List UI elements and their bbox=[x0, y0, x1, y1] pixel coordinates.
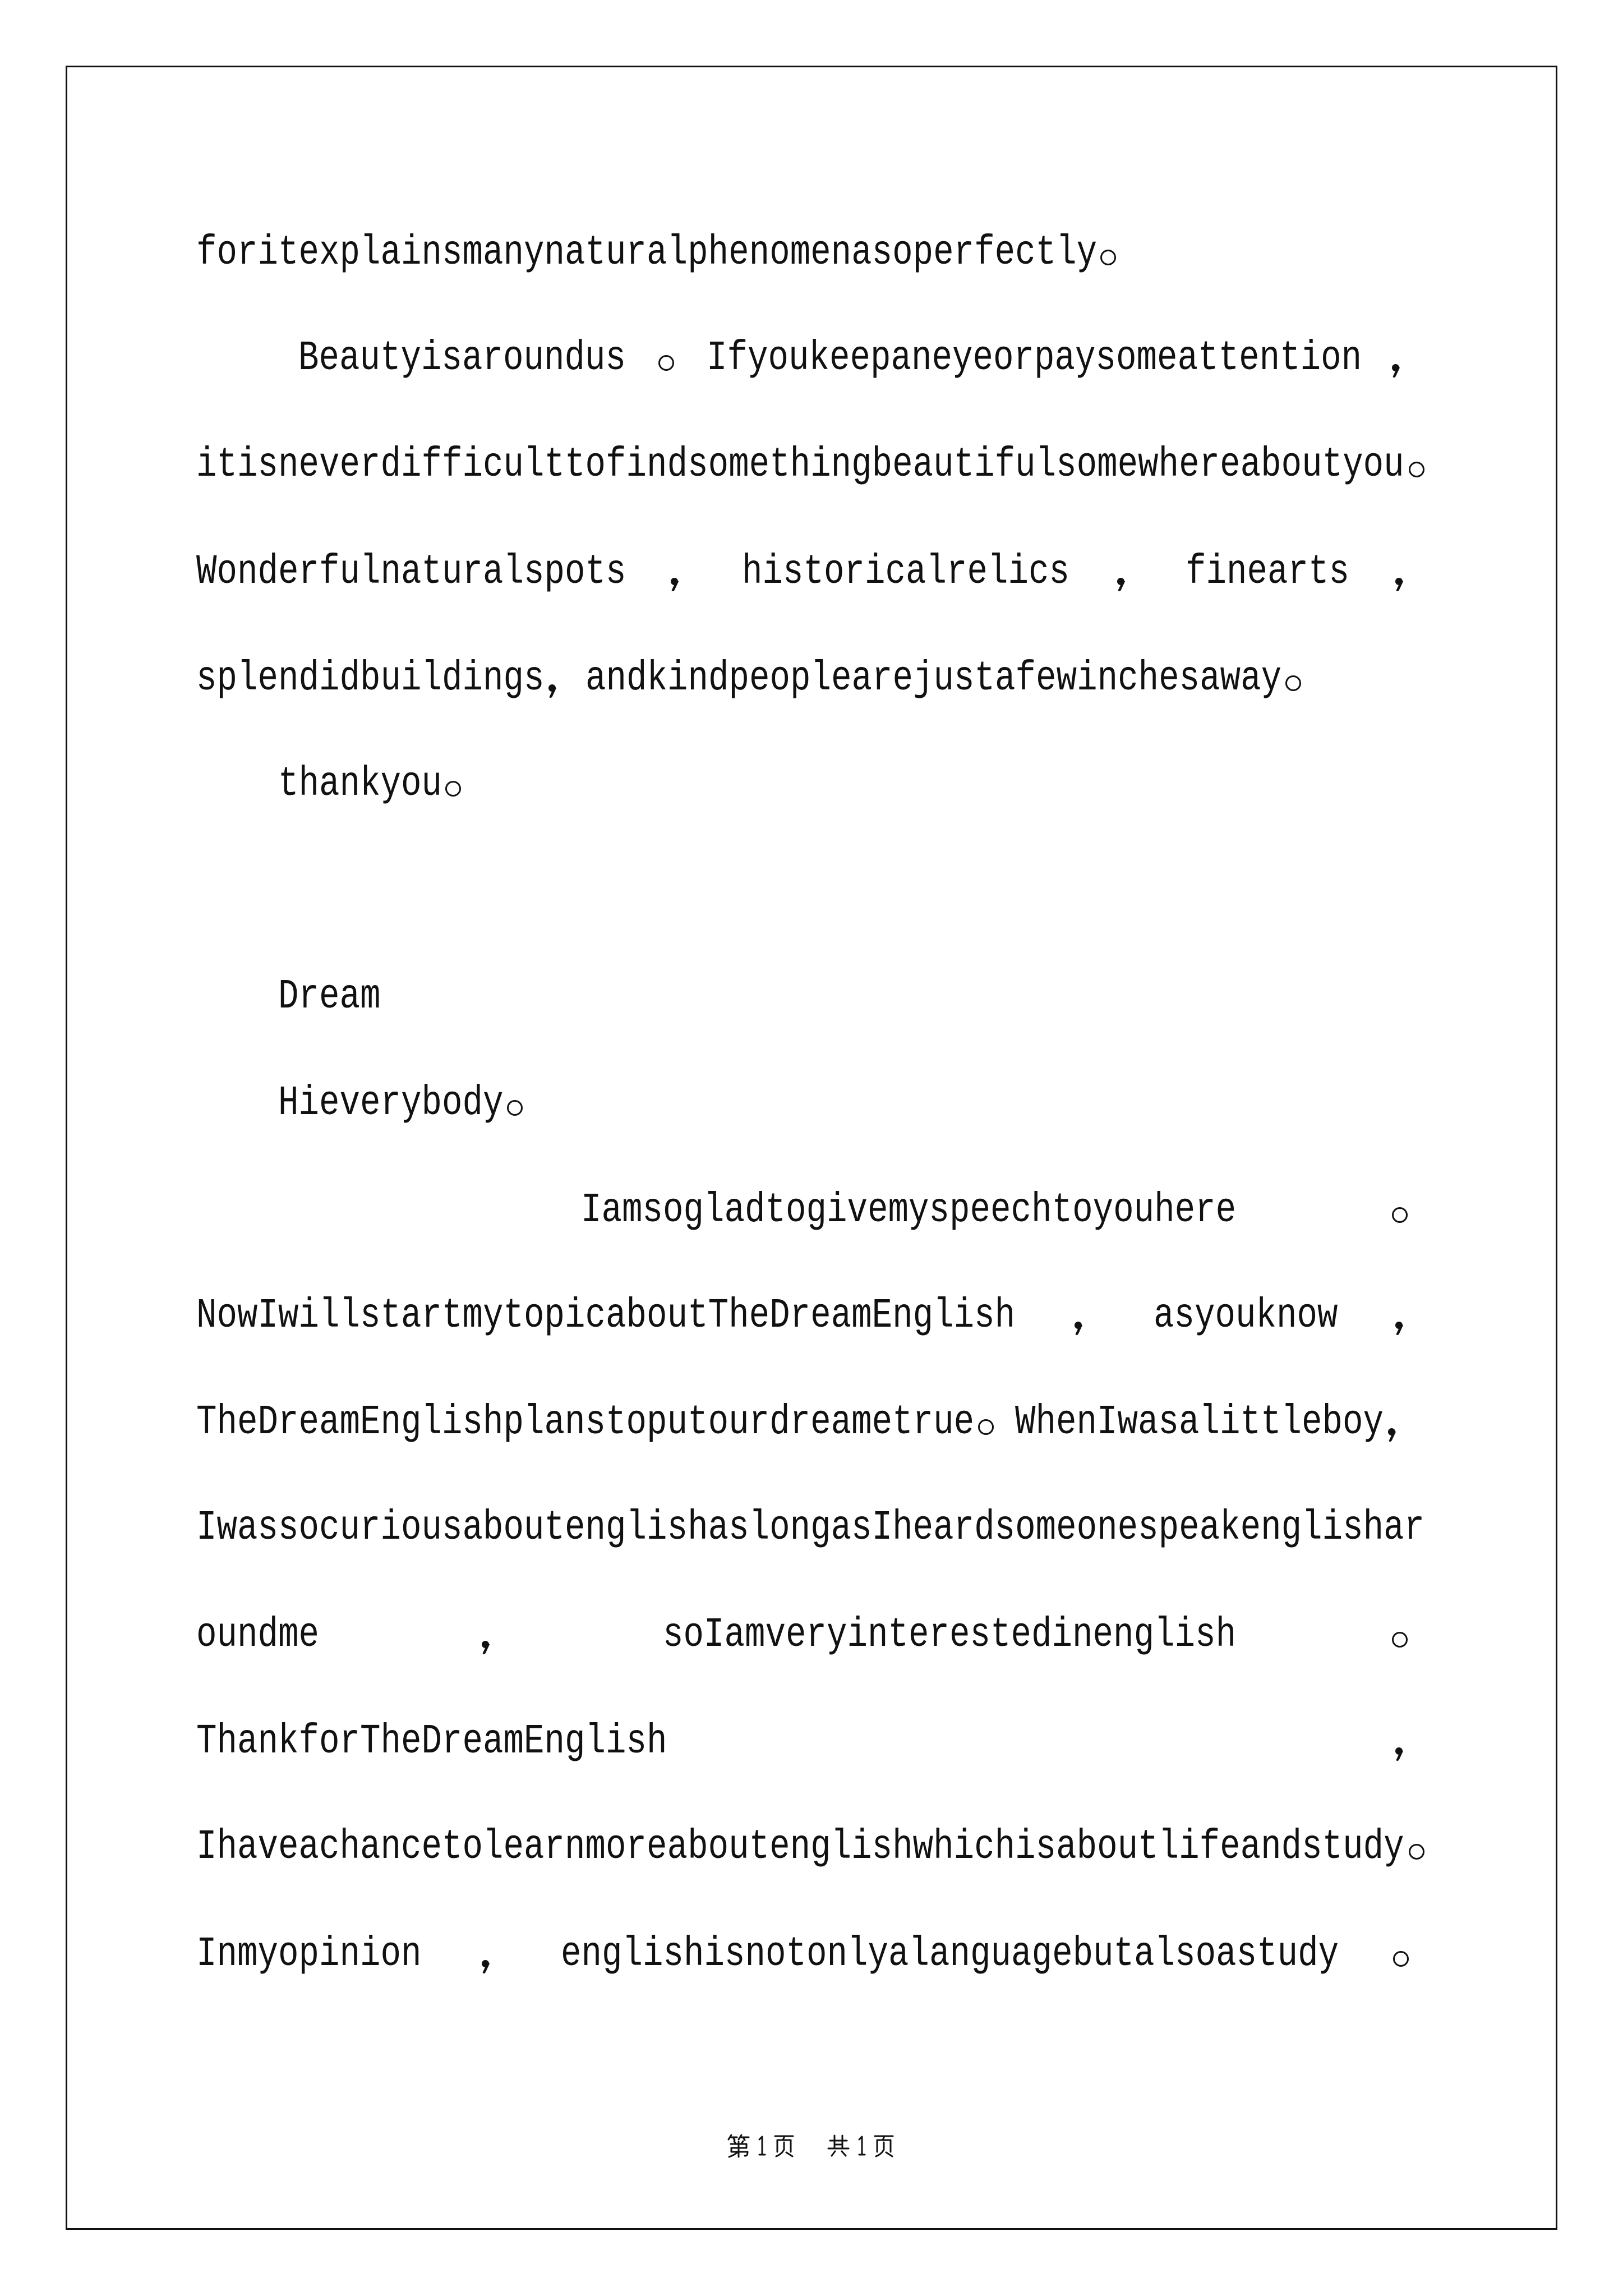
full-stop-mark bbox=[977, 1395, 1018, 1451]
text-segment: IwassocuriousaboutenglishaslongasIheardsomeonespeakenglishar bbox=[196, 1504, 1425, 1552]
text-segment: Ifyoukeepaneyeorpaysomeattention bbox=[707, 335, 1362, 382]
text-line bbox=[0, 1607, 1623, 1663]
footer-total-pages bbox=[827, 2132, 883, 2160]
comma-mark bbox=[1394, 1714, 1435, 1770]
footer-current-page bbox=[727, 2132, 783, 2160]
full-stop-mark bbox=[506, 1075, 547, 1131]
comma-mark bbox=[669, 544, 710, 600]
full-stop-mark bbox=[1284, 651, 1325, 707]
full-stop-mark bbox=[1392, 1926, 1433, 1982]
text-segment: splendidbuildings bbox=[196, 655, 545, 702]
text-segment: Wonderfulnaturalspots bbox=[196, 549, 626, 596]
full-stop-mark bbox=[1099, 225, 1140, 281]
comma-mark bbox=[480, 1926, 521, 1982]
text-segment: soIamveryinterestedinenglish bbox=[663, 1612, 1237, 1659]
text-line bbox=[0, 1926, 1623, 1982]
comma-mark bbox=[1115, 544, 1156, 600]
comma-mark bbox=[1386, 1395, 1427, 1451]
text-line bbox=[0, 756, 1623, 812]
text-segment: WhenIwasalittleboy bbox=[1015, 1399, 1384, 1446]
text-segment: NowIwillstartmytopicaboutTheDreamEnglish bbox=[196, 1292, 1016, 1340]
comma-mark bbox=[547, 651, 588, 707]
text-segment: englishisnotonlyalanguagebutalsoastudy bbox=[561, 1931, 1339, 1978]
text-segment: andkindpeoplearejustafewinchesaway bbox=[585, 655, 1282, 702]
text-segment: thankyou bbox=[278, 761, 442, 808]
comma-mark bbox=[1394, 544, 1435, 600]
text-segment: itisneverdifficulttofindsomethingbeautifulsomewhereaboutyou bbox=[196, 441, 1404, 489]
text-segment: Ihaveachancetolearnmoreaboutenglishwhichisaboutlifeandstudy bbox=[196, 1824, 1404, 1871]
text-line bbox=[0, 437, 1623, 493]
text-line bbox=[0, 330, 1623, 386]
text-line bbox=[0, 1288, 1623, 1344]
text-line bbox=[0, 969, 1623, 1025]
text-segment: TheDreamEnglishplanstoputourdreametrue bbox=[196, 1399, 975, 1446]
text-segment: asyouknow bbox=[1154, 1292, 1338, 1340]
text-line bbox=[0, 1182, 1623, 1239]
full-stop-mark bbox=[1391, 1182, 1432, 1239]
text-segment: Dream bbox=[278, 973, 381, 1020]
text-segment: Beautyisaroundus bbox=[298, 335, 626, 382]
comma-mark bbox=[1073, 1288, 1114, 1344]
text-segment: Inmyopinion bbox=[196, 1931, 422, 1978]
text-segment: Iamsogladtogivemyspeechtoyouhere bbox=[581, 1187, 1237, 1234]
text-line bbox=[0, 1819, 1623, 1875]
text-line bbox=[0, 1714, 1623, 1770]
text-segment: foritexplainsmanynaturalphenomenasoperfectly bbox=[196, 229, 1098, 277]
comma-mark bbox=[1394, 1288, 1435, 1344]
text-segment: historicalrelics bbox=[742, 549, 1070, 596]
text-line bbox=[0, 1395, 1623, 1451]
text-line bbox=[0, 544, 1623, 600]
full-stop-mark bbox=[657, 330, 698, 386]
text-line bbox=[0, 651, 1623, 707]
text-line bbox=[0, 1500, 1623, 1556]
text-segment: oundme bbox=[196, 1612, 320, 1659]
text-line bbox=[0, 1075, 1623, 1131]
full-stop-mark bbox=[1408, 437, 1449, 493]
full-stop-mark bbox=[1408, 1819, 1449, 1875]
full-stop-mark bbox=[444, 756, 485, 812]
full-stop-mark bbox=[1391, 1607, 1432, 1663]
text-segment: Hieverybody bbox=[278, 1080, 504, 1127]
comma-mark bbox=[480, 1607, 521, 1663]
comma-mark bbox=[1390, 330, 1431, 386]
text-segment: ThankforTheDreamEnglish bbox=[196, 1718, 667, 1765]
page-border bbox=[66, 66, 1557, 2230]
text-line bbox=[0, 225, 1623, 281]
text-segment: finearts bbox=[1186, 549, 1350, 596]
